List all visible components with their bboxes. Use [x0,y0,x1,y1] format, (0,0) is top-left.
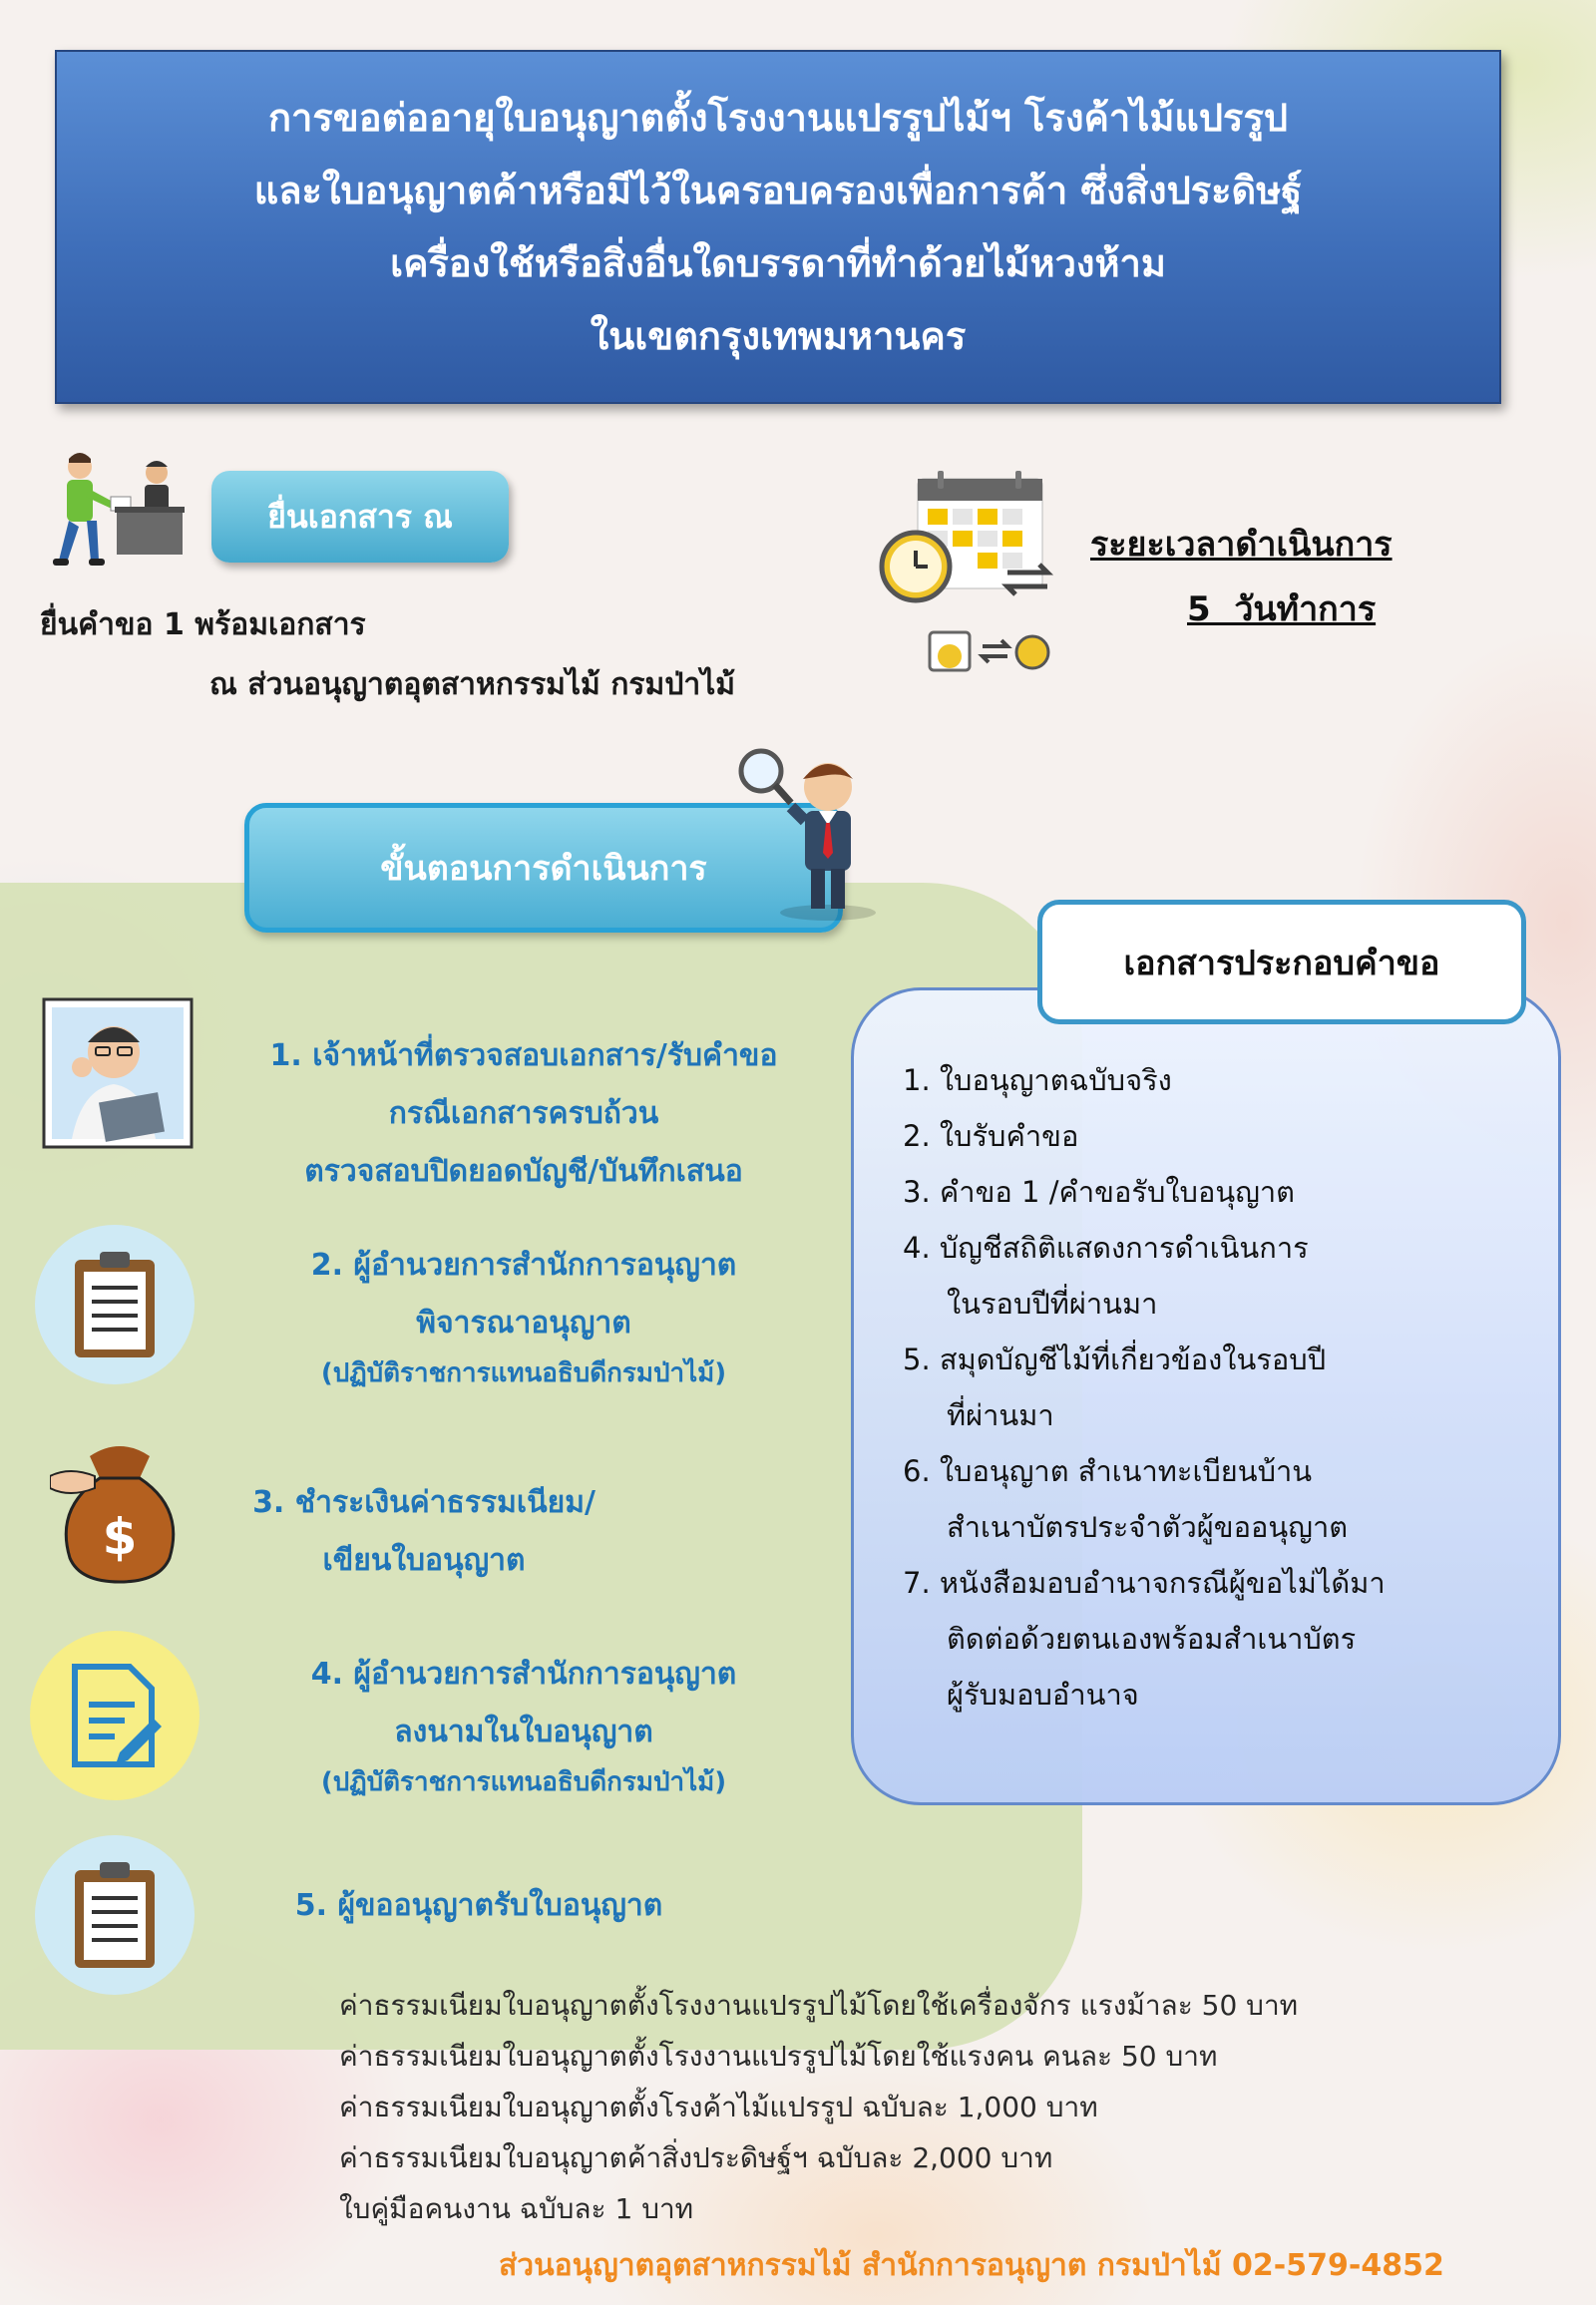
step-4-text [200,1646,848,1803]
title-line: และใบอนุญาตค้าหรือมีไว้ในครอบครองเพื่อการค้า ซึ่งสิ่งประดิษฐ์ [253,168,1303,212]
footer-contact: ส่วนอนุญาตอุตสาหกรรมไม้ สำนักการอนุญาต กรมป่าไม้ 02-579-4852 [499,2248,1444,2283]
step-2-line: 2. ผู้อำนวยการสำนักการอนุญาต [310,1248,737,1283]
businessman-magnifier-icon [733,743,883,923]
step-4-line: ลงนามในใบอนุญาต [394,1715,653,1749]
money-bag-icon [50,1436,190,1586]
document-item: 3. คำขอ 1 /คำขอรับใบอนุญาต [903,1175,1296,1209]
step-4-note: (ปฏิบัติราชการแทนอธิบดีกรมป่าไม้) [320,1767,727,1797]
fee-item: ใบคู่มือคนงาน ฉบับละ 1 บาท [339,2192,694,2225]
document-item: 5. สมุดบัญชีไม้ที่เกี่ยวข้องในรอบปี ที่ผ่านมา [903,1343,1327,1432]
document-edit-icon [30,1631,200,1800]
document-item: 1. ใบอนุญาตฉบับจริง [903,1063,1172,1097]
document-item: 4. บัญชีสถิติแสดงการดำเนินการ ในรอบปีที่ผ่านมา [903,1231,1309,1321]
step-4-line: 4. ผู้อำนวยการสำนักการอนุญาต [310,1657,737,1692]
fee-item: ค่าธรรมเนียมใบอนุญาตตั้งโรงค้าไม้แปรรูป ฉบับละ 1,000 บาท [339,2091,1098,2123]
step-3-line: 3. ชำระเงินค่าธรรมเนียม/ [252,1485,596,1520]
submit-line-2: ณ ส่วนอนุญาตอุตสาหกรรมไม้ กรมป่าไม้ [209,667,736,702]
step-3-line: เขียนใบอนุญาต [322,1543,526,1578]
title-banner [55,50,1501,404]
clipboard-icon [35,1835,195,1995]
step-1-line: ตรวจสอบปิดยอดบัญชี/บันทึกเสนอ [304,1154,743,1189]
fee-item: ค่าธรรมเนียมใบอนุญาตค้าสิ่งประดิษฐ์ฯ ฉบับละ 2,000 บาท [339,2141,1053,2174]
step-2-line: พิจารณาอนุญาต [416,1306,631,1341]
step-1-text [200,1027,848,1201]
calendar-clock-icon [878,469,1057,608]
step-5-line: 5. ผู้ขออนุญาตรับใบอนุญาต [294,1888,663,1923]
schedule-small-icon [928,626,1057,676]
fee-item: ค่าธรรมเนียมใบอนุญาตตั้งโรงงานแปรรูปไม้โดยใช้แรงคน คนละ 50 บาท [339,2040,1218,2073]
person-at-desk-icon [45,449,185,583]
title-line: ในเขตกรุงเทพมหานคร [590,313,967,358]
document-item: 7. หนังสือมอบอำนาจกรณีผู้ขอไม่ได้มา ติดต่อด้วยตนเองพร้อมสำเนาบัตร ผู้รับมอบอำนาจ [903,1566,1386,1712]
steps-header: ขั้นตอนการดำเนินการ [244,803,843,933]
duration-value: 5 วันทำการ [1187,589,1377,629]
document-item: 6. ใบอนุญาต สำเนาทะเบียนบ้าน สำเนาบัตรประจำตัวผู้ขออนุญาต [903,1454,1349,1544]
duration-label: ระยะเวลาดำเนินการ [1090,525,1393,565]
submit-location-badge: ยื่นเอกสาร ณ [211,471,509,563]
step-1-line: 1. เจ้าหน้าที่ตรวจสอบเอกสาร/รับคำขอ [269,1038,778,1073]
fee-item: ค่าธรรมเนียมใบอนุญาตตั้งโรงงานแปรรูปไม้โดยใช้เครื่องจักร แรงม้าละ 50 บาท [339,1989,1299,2022]
step-3-text [200,1474,648,1590]
step-5-text [200,1877,758,1935]
fees-list [339,1980,1298,2234]
clipboard-icon [35,1225,195,1384]
document-item: 2. ใบรับคำขอ [903,1119,1079,1153]
documents-list [903,1052,1541,1723]
step-1-line: กรณีเอกสารครบถ้วน [388,1096,659,1131]
step-2-text [200,1237,848,1394]
title-line: เครื่องใช้หรือสิ่งอื่นใดบรรดาที่ทำด้วยไม้หวงห้าม [390,240,1166,285]
step-2-note: (ปฏิบัติราชการแทนอธิบดีกรมป่าไม้) [320,1358,727,1388]
submit-line-1: ยื่นคำขอ 1 พร้อมเอกสาร [40,607,366,642]
title-line: การขอต่ออายุใบอนุญาตตั้งโรงงานแปรรูปไม้ฯ โรงค้าไม้แปรรูป [268,95,1288,140]
svg-text:$: $ [102,1508,138,1566]
documents-header: เอกสารประกอบคำขอ [1037,900,1526,1024]
officer-photo-icon [42,997,194,1149]
